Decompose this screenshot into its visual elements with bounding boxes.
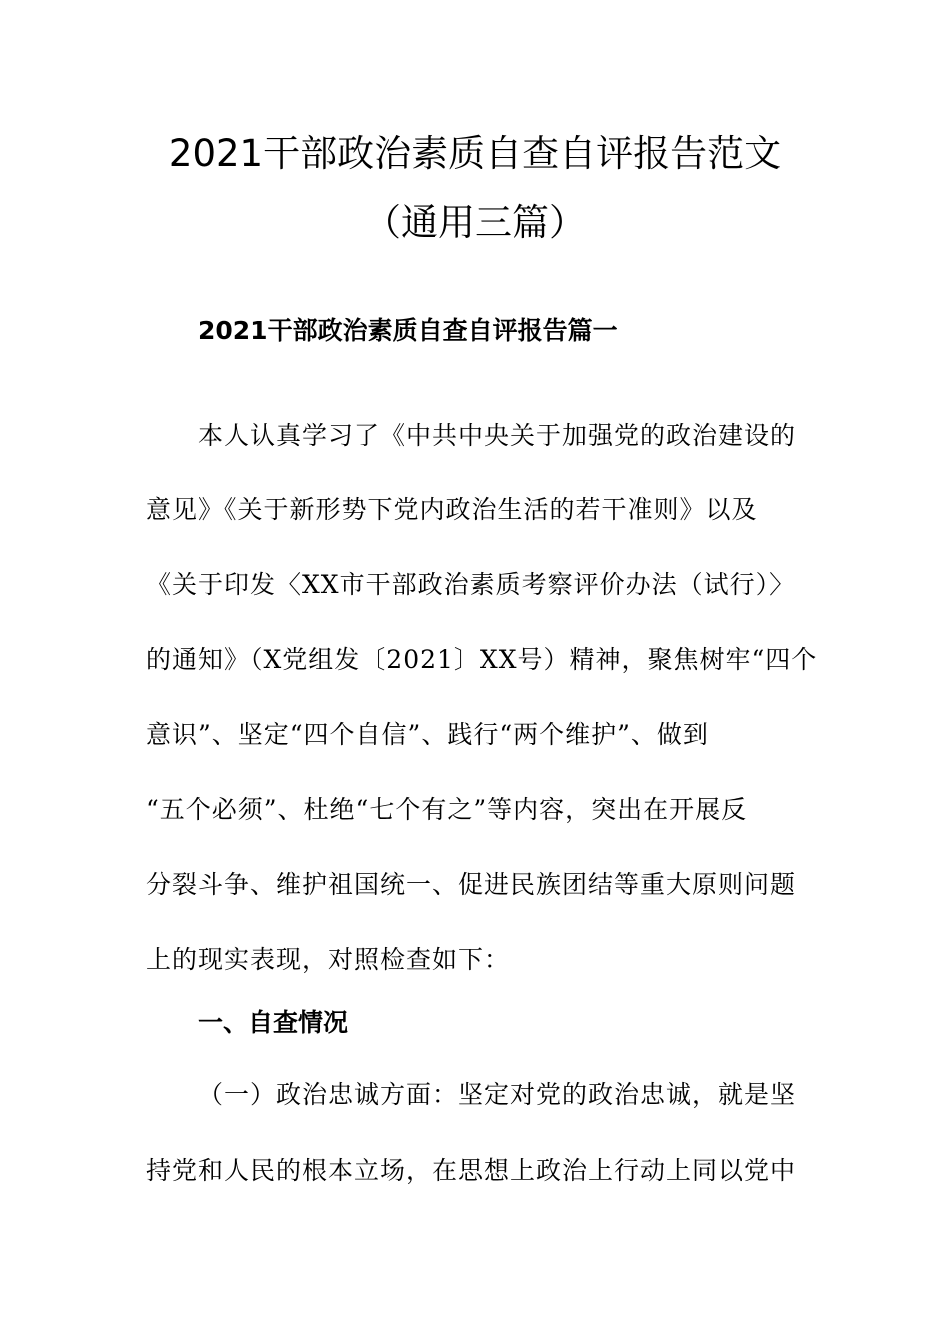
paragraph-line: 《关于印发〈XX市干部政治素质考察评价办法（试行）〉: [146, 570, 796, 599]
article-subheading: 2021干部政治素质自查自评报告篇一: [198, 316, 618, 345]
paragraph-line: 分裂斗争、维护祖国统一、促进民族团结等重大原则问题: [146, 870, 797, 899]
paragraph-line: 的通知》（X党组发〔2021〕XX号）精神，聚焦树牢“四个: [146, 645, 818, 674]
paragraph-line: “五个必须”、杜绝“七个有之”等内容，突出在开展反: [146, 795, 748, 824]
paragraph-line: 本人认真学习了《中共中央关于加强党的政治建设的: [198, 421, 797, 450]
section-heading: 一、自查情况: [198, 1008, 349, 1037]
document-title-line-1: 2021干部政治素质自查自评报告范文: [168, 132, 782, 175]
paragraph-line: 持党和人民的根本立场，在思想上政治上行动上同以党中: [146, 1156, 797, 1185]
paragraph-line: 意见》《关于新形势下党内政治生活的若干准则》以及: [146, 495, 758, 524]
document-title-line-2: （通用三篇）: [364, 201, 586, 244]
paragraph-line: 上的现实表现，对照检查如下：: [146, 945, 511, 974]
paragraph-line: 意识”、坚定“四个自信”、践行“两个维护”、做到: [146, 720, 709, 749]
paragraph-line: （一）政治忠诚方面：坚定对党的政治忠诚，就是坚: [198, 1080, 797, 1109]
